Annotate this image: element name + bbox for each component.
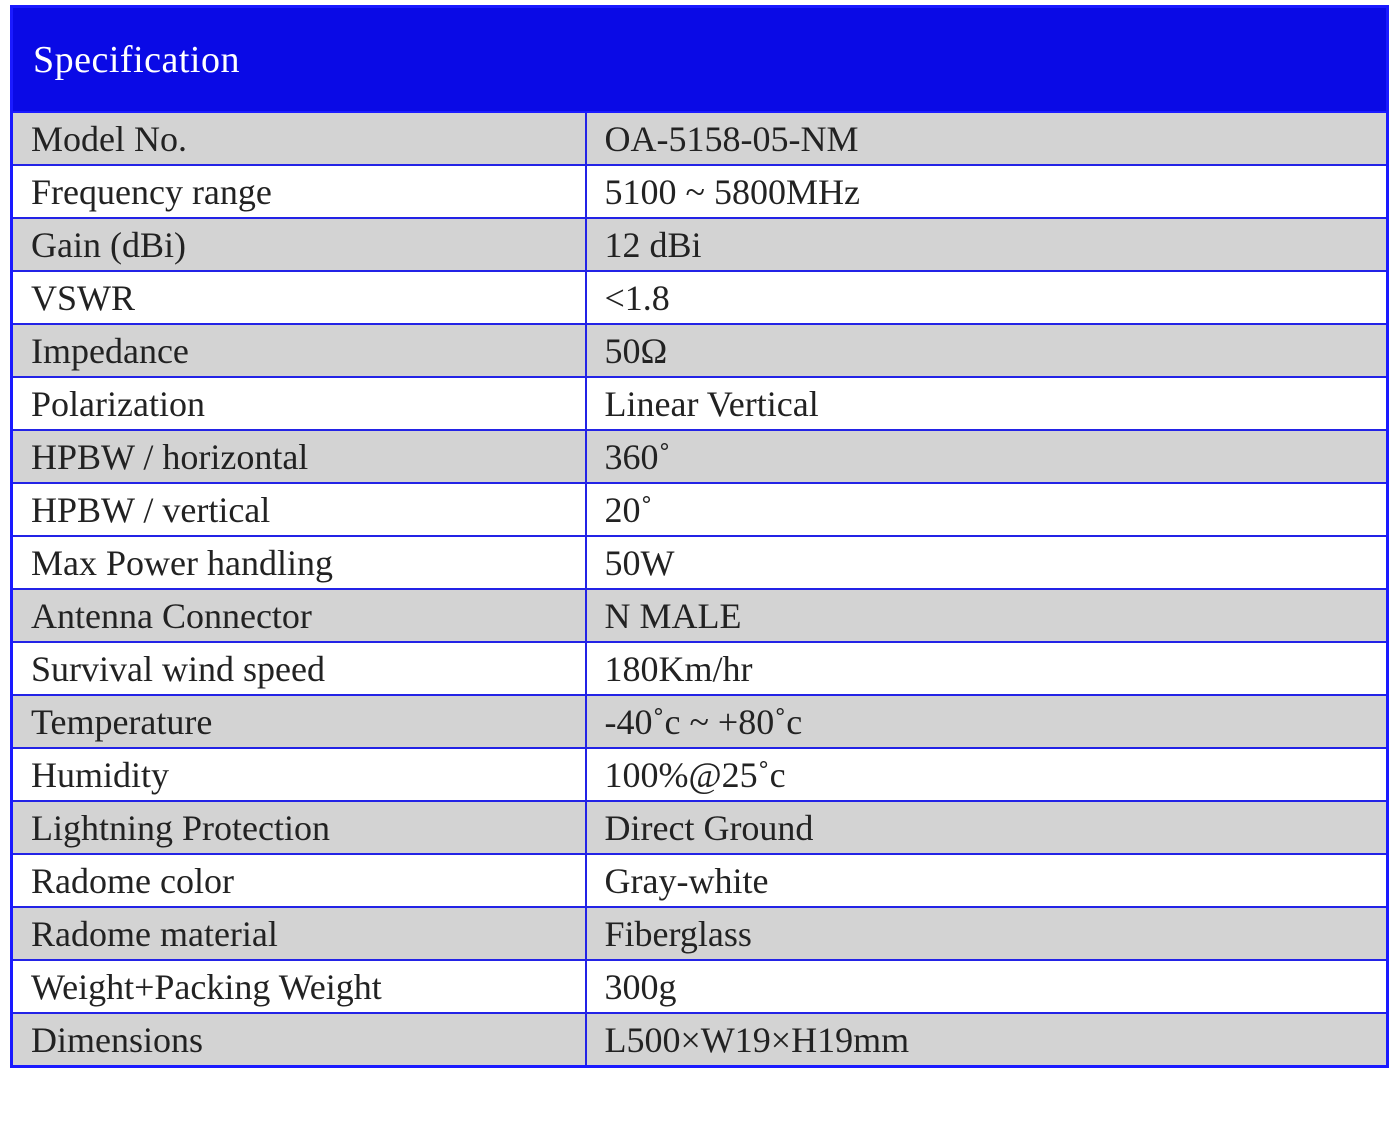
spec-label: Impedance <box>12 324 586 377</box>
spec-label: VSWR <box>12 271 586 324</box>
table-row <box>12 801 1388 854</box>
spec-value: OA-5158-05-NM <box>586 112 1388 165</box>
spec-value: 5100 ~ 5800MHz <box>586 165 1388 218</box>
spec-label: Max Power handling <box>12 536 586 589</box>
spec-value: Linear Vertical <box>586 377 1388 430</box>
spec-value: Gray-white <box>586 854 1388 907</box>
table-row <box>12 854 1388 907</box>
spec-value: <1.8 <box>586 271 1388 324</box>
spec-label: Radome color <box>12 854 586 907</box>
spec-label: Temperature <box>12 695 586 748</box>
table-row <box>12 960 1388 1013</box>
table-row <box>12 483 1388 536</box>
table-row <box>12 430 1388 483</box>
spec-label: Model No. <box>12 112 586 165</box>
spec-value: L500×W19×H19mm <box>586 1013 1388 1067</box>
spec-value: Fiberglass <box>586 907 1388 960</box>
spec-value: -40˚c ~ +80˚c <box>586 695 1388 748</box>
spec-value: N MALE <box>586 589 1388 642</box>
table-row <box>12 642 1388 695</box>
spec-value: 180Km/hr <box>586 642 1388 695</box>
table-row <box>12 165 1388 218</box>
spec-label: Weight+Packing Weight <box>12 960 586 1013</box>
spec-value: 50Ω <box>586 324 1388 377</box>
table-row <box>12 271 1388 324</box>
table-row <box>12 112 1388 165</box>
table-row <box>12 324 1388 377</box>
spec-label: Dimensions <box>12 1013 586 1067</box>
table-row <box>12 589 1388 642</box>
spec-value: 300g <box>586 960 1388 1013</box>
table-row <box>12 377 1388 430</box>
spec-label: Antenna Connector <box>12 589 586 642</box>
spec-label: Radome material <box>12 907 586 960</box>
specification-table <box>10 5 1389 1068</box>
spec-value: 100%@25˚c <box>586 748 1388 801</box>
table-row <box>12 1013 1388 1067</box>
spec-label: Survival wind speed <box>12 642 586 695</box>
spec-label: HPBW / vertical <box>12 483 586 536</box>
spec-label: Polarization <box>12 377 586 430</box>
spec-label: HPBW / horizontal <box>12 430 586 483</box>
spec-value: Direct Ground <box>586 801 1388 854</box>
spec-value: 12 dBi <box>586 218 1388 271</box>
table-title: Specification <box>12 7 1388 113</box>
table-row <box>12 218 1388 271</box>
table-row <box>12 748 1388 801</box>
spec-value: 50W <box>586 536 1388 589</box>
spec-label: Frequency range <box>12 165 586 218</box>
spec-label: Gain (dBi) <box>12 218 586 271</box>
table-header-row <box>12 7 1388 113</box>
spec-label: Lightning Protection <box>12 801 586 854</box>
table-row <box>12 907 1388 960</box>
table-row <box>12 536 1388 589</box>
spec-value: 20˚ <box>586 483 1388 536</box>
spec-value: 360˚ <box>586 430 1388 483</box>
table-row <box>12 695 1388 748</box>
spec-label: Humidity <box>12 748 586 801</box>
